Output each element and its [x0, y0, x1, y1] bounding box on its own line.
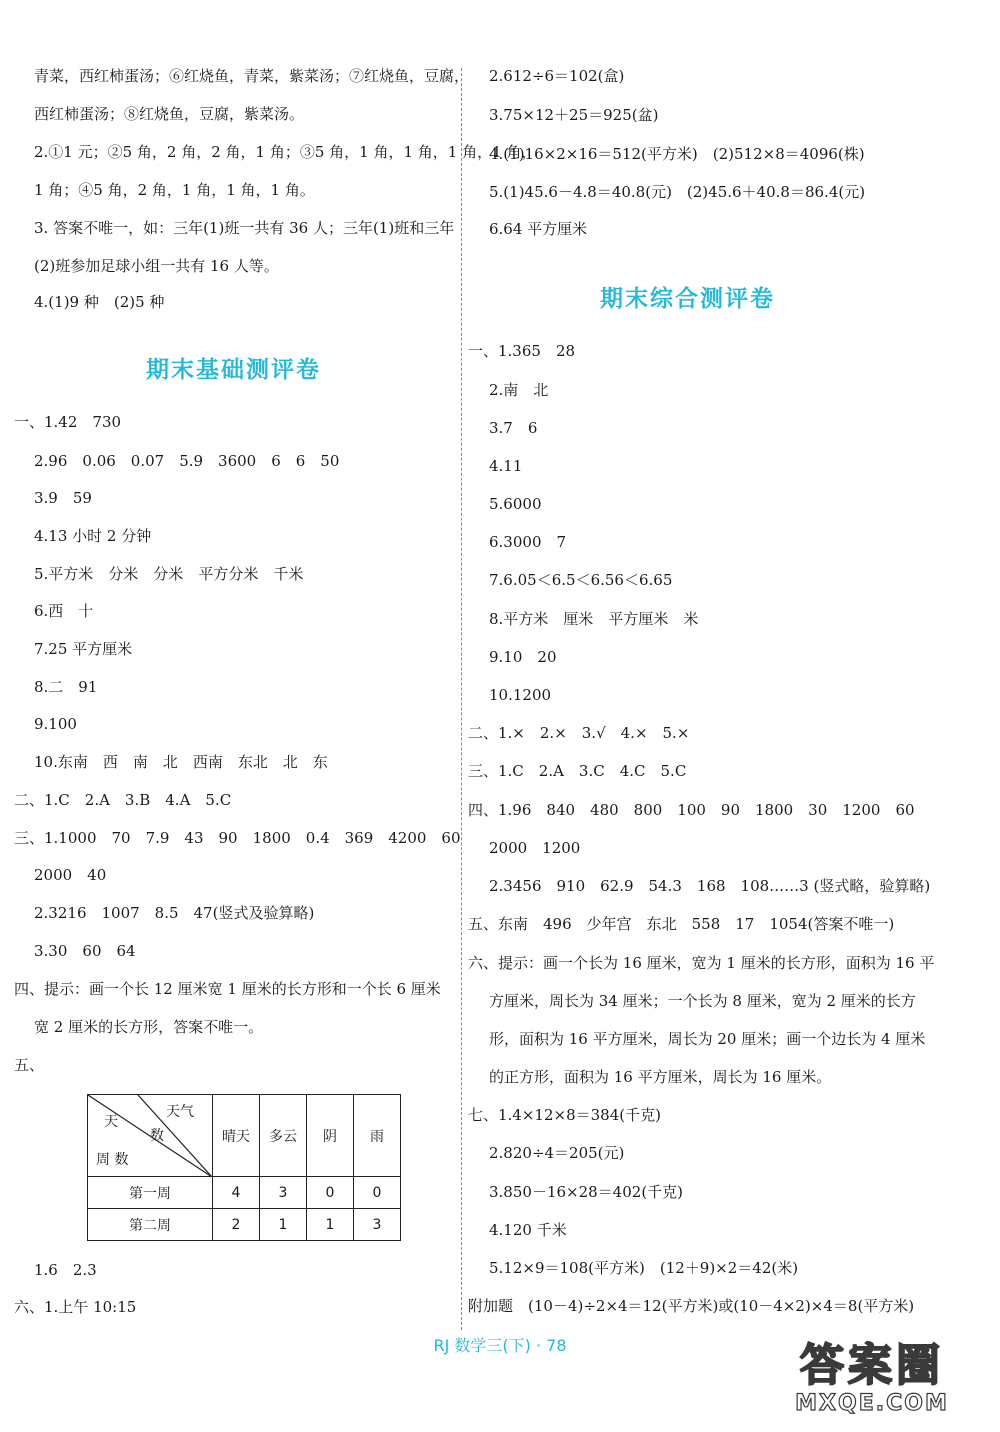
answer-line: 9.100 — [34, 715, 77, 733]
answer-line: 五、 — [14, 1056, 45, 1074]
column-header: 阴 — [307, 1095, 354, 1177]
page-footer: RJ 数学三(下) · 78 — [433, 1336, 567, 1355]
answer-line: 西红柿蛋汤；⑧红烧鱼，豆腐，紫菜汤。 — [34, 105, 305, 123]
answer-line: 2000 1200 — [489, 839, 581, 857]
answer-line: 2.南 北 — [489, 381, 549, 399]
header-count: 数 — [150, 1128, 164, 1144]
answer-line: 的正方形，面积为 16 平方厘米，周长为 16 厘米。 — [489, 1068, 832, 1086]
answer-line: 形，面积为 16 平方厘米，周长为 20 厘米；画一个边长为 4 厘米 — [489, 1030, 926, 1048]
answer-line: 2.820÷4＝205(元) — [489, 1144, 625, 1162]
answer-line: 4.11 — [489, 457, 523, 475]
answer-line: 4.120 千米 — [489, 1221, 567, 1239]
column-divider — [461, 68, 462, 1330]
answer-line: 4.(1)9 种 (2)5 种 — [34, 293, 165, 311]
answer-line: 2000 40 — [34, 866, 107, 884]
answer-line: 5.12×9＝108(平方米) (12＋9)×2＝42(米) — [489, 1259, 799, 1277]
answer-line: 3.9 59 — [34, 489, 92, 507]
answer-line: 10.东南 西 南 北 西南 东北 北 东 — [34, 753, 328, 771]
table-row — [88, 1209, 401, 1241]
answer-line: 四、1.96 840 480 800 100 90 1800 30 1200 60 — [468, 801, 915, 819]
answer-line: 5.(1)45.6－4.8＝40.8(元) (2)45.6＋40.8＝86.4(元) — [489, 183, 866, 201]
table-cell: 0 — [307, 1177, 354, 1209]
table-cell: 1 — [307, 1209, 354, 1241]
answer-line: 二、1.C 2.A 3.B 4.A 5.C — [14, 791, 232, 809]
answer-line: 9.10 20 — [489, 648, 557, 666]
answer-line: 5.平方米 分米 分米 平方分米 千米 — [34, 565, 304, 583]
answer-line: 二、1.× 2.× 3.√ 4.× 5.× — [468, 724, 690, 742]
answer-line: 3. 答案不唯一，如：三年(1)班一共有 36 人；三年(1)班和三年 — [34, 219, 455, 237]
weather-table — [87, 1094, 401, 1241]
answer-line: 一、1.42 730 — [14, 413, 122, 431]
answer-line: 三、1.C 2.A 3.C 4.C 5.C — [468, 762, 687, 780]
answer-line: 方厘米，周长为 34 厘米；一个长为 8 厘米，宽为 2 厘米的长方 — [489, 992, 916, 1010]
answer-line: 3.7 6 — [489, 419, 538, 437]
answer-line: 5.6000 — [489, 495, 542, 513]
header-day: 天 — [104, 1114, 118, 1130]
answer-line: 6.3000 7 — [489, 533, 567, 551]
answer-line: 2.96 0.06 0.07 5.9 3600 6 6 50 — [34, 452, 340, 470]
header-weather: 天气 — [166, 1104, 194, 1120]
svg-text:答案圈: 答案圈 — [800, 1340, 944, 1391]
answer-line: 7.6.05＜6.5＜6.56＜6.65 — [489, 571, 673, 589]
section-title-comprehensive: 期末综合测评卷 — [600, 286, 775, 312]
row-label: 第一周 — [88, 1177, 213, 1209]
watermark-logo — [762, 1328, 982, 1418]
table-cell: 1 — [260, 1209, 307, 1241]
table-row — [88, 1177, 401, 1209]
answer-line: 附加题 (10－4)÷2×4＝12(平方米)或(10－4×2)×4＝8(平方米) — [468, 1297, 915, 1315]
column-header: 雨 — [354, 1095, 401, 1177]
answer-line: 一、1.365 28 — [468, 342, 576, 360]
column-header: 晴天 — [213, 1095, 260, 1177]
answer-line: 宽 2 厘米的长方形，答案不唯一。 — [34, 1018, 264, 1036]
answer-line: 4.13 小时 2 分钟 — [34, 527, 152, 545]
table-cell: 4 — [213, 1177, 260, 1209]
answer-line: 3.75×12＋25＝925(盆) — [489, 106, 659, 124]
answer-line: 8.二 91 — [34, 678, 98, 696]
answer-line: 三、1.1000 70 7.9 43 90 1800 0.4 369 4200 60 — [14, 829, 461, 847]
answer-line: 3.30 60 64 — [34, 942, 136, 960]
answer-line: 六、提示：画一个长为 16 厘米，宽为 1 厘米的长方形，面积为 16 平 — [468, 954, 935, 972]
answer-line: 3.850－16×28＝402(千克) — [489, 1183, 684, 1201]
answer-line: (2)班参加足球小组一共有 16 人等。 — [34, 257, 279, 275]
answer-line: 4.(1)16×2×16＝512(平方米) (2)512×8＝4096(株) — [489, 145, 865, 163]
answer-line: 四、提示：画一个长 12 厘米宽 1 厘米的长方形和一个长 6 厘米 — [14, 980, 441, 998]
answer-line: 10.1200 — [489, 686, 552, 704]
section-title-basic: 期末基础测评卷 — [146, 357, 321, 383]
answer-line: 1 角；④5 角，2 角，1 角，1 角，1 角。 — [34, 181, 315, 199]
table-cell: 3 — [354, 1209, 401, 1241]
table-cell: 3 — [260, 1177, 307, 1209]
answer-line: 2.①1 元；②5 角，2 角，2 角，1 角；③5 角，1 角，1 角，1 角，1 角， — [34, 143, 537, 161]
answer-line: 2.3456 910 62.9 54.3 168 108……3 (竖式略，验算略) — [489, 877, 931, 895]
answer-line: 六、1.上午 10:15 — [14, 1298, 137, 1316]
answer-line: 6.西 十 — [34, 602, 94, 620]
table-cell: 0 — [354, 1177, 401, 1209]
table-cell: 2 — [213, 1209, 260, 1241]
answer-line: 五、东南 496 少年宫 东北 558 17 1054(答案不唯一) — [468, 915, 895, 933]
answer-line: 8.平方米 厘米 平方厘米 米 — [489, 610, 699, 628]
column-header: 多云 — [260, 1095, 307, 1177]
answer-line: 6.64 平方厘米 — [489, 220, 588, 238]
answer-line: 7.25 平方厘米 — [34, 640, 133, 658]
row-label: 第二周 — [88, 1209, 213, 1241]
header-week: 周 数 — [96, 1152, 129, 1168]
table-diagonal-header — [88, 1095, 213, 1177]
answer-line: 1.6 2.3 — [34, 1261, 97, 1279]
answer-line: 2.612÷6＝102(盒) — [489, 67, 625, 85]
answer-line: 青菜，西红柿蛋汤；⑥红烧鱼，青菜，紫菜汤；⑦红烧鱼，豆腐， — [34, 67, 470, 85]
answer-line: 七、1.4×12×8＝384(千克) — [468, 1106, 661, 1124]
answer-line: 2.3216 1007 8.5 47(竖式及验算略) — [34, 904, 315, 922]
svg-text:MXQE.COM: MXQE.COM — [795, 1391, 949, 1416]
